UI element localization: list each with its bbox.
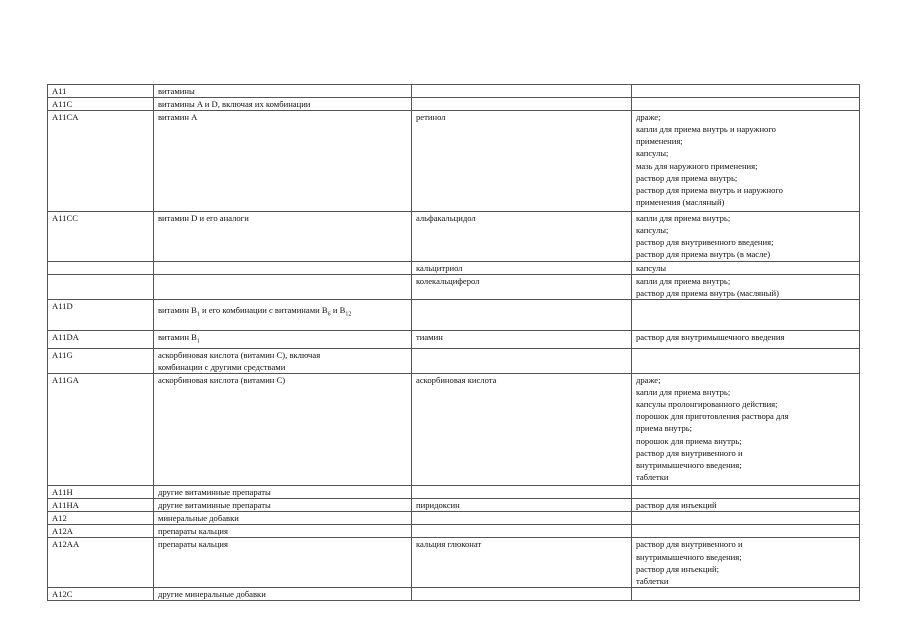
table-row <box>48 299 860 330</box>
forms-cell: капли для приема внутрь; капсулы; раствор для внутривенного введения; раствор для приема внутрь (в масле) <box>632 212 860 261</box>
substance-cell: колекальциферол <box>412 274 632 299</box>
vitamin-b12-symbol: $B_{12}$ <box>339 304 352 318</box>
forms-cell: капли для приема внутрь; раствор для приема внутрь (масляный) <box>632 274 860 299</box>
forms-cell <box>632 525 860 538</box>
forms-cell: раствор для внутривенного и внутримышечного введения; раствор для инъекций; таблетки <box>632 538 860 587</box>
group-cell: аскорбиновая кислота (витамин C) <box>154 374 412 486</box>
table-row <box>48 330 860 348</box>
substance-cell <box>412 486 632 499</box>
substance-cell <box>412 525 632 538</box>
substance-cell <box>412 512 632 525</box>
group-cell: витамин D и его аналоги <box>154 212 412 261</box>
group-cell: витамин A <box>154 111 412 212</box>
group-cell: другие витаминные препараты <box>154 486 412 499</box>
code-cell: A12 <box>48 512 154 525</box>
substance-cell: альфакальцидол <box>412 212 632 261</box>
group-cell: аскорбиновая кислота (витамин C), включая комбинации с другими средствами <box>154 348 412 373</box>
substance-cell: кальция глюконат <box>412 538 632 587</box>
table-row <box>48 348 860 373</box>
table-row <box>48 374 860 486</box>
code-cell: A11D <box>48 299 154 330</box>
substance-cell: тиамин <box>412 330 632 348</box>
code-cell: A11CC <box>48 212 154 261</box>
code-cell: A12C <box>48 587 154 600</box>
forms-cell <box>632 85 860 98</box>
forms-cell: раствор для внутримышечного введения <box>632 330 860 348</box>
forms-cell: капсулы <box>632 261 860 274</box>
table-row <box>48 212 860 261</box>
table-row <box>48 111 860 212</box>
table-row <box>48 261 860 274</box>
group-cell: препараты кальция <box>154 525 412 538</box>
vitamin-b1-symbol: $B_1$ <box>191 304 200 318</box>
code-cell: A11H <box>48 486 154 499</box>
table-row <box>48 85 860 98</box>
code-cell <box>48 274 154 299</box>
group-cell: другие витаминные препараты <box>154 499 412 512</box>
code-cell <box>48 261 154 274</box>
table-row <box>48 512 860 525</box>
substance-cell: кальцитриол <box>412 261 632 274</box>
group-cell: другие минеральные добавки <box>154 587 412 600</box>
table-row <box>48 274 860 299</box>
code-cell: A11C <box>48 98 154 111</box>
code-cell: A11HA <box>48 499 154 512</box>
forms-cell: драже; капли для приема внутрь; капсулы пролонгированного действия; порошок для приготовления раствора для приема внутрь; порошок для приема внутрь; раствор для внутривенного и внутримышечного введения; таблетки <box>632 374 860 486</box>
forms-cell <box>632 512 860 525</box>
code-cell: A11G <box>48 348 154 373</box>
group-cell: витамины <box>154 85 412 98</box>
table-row <box>48 98 860 111</box>
forms-cell <box>632 348 860 373</box>
substance-cell <box>412 98 632 111</box>
code-cell: A12A <box>48 525 154 538</box>
forms-cell <box>632 299 860 330</box>
group-cell <box>154 274 412 299</box>
forms-cell <box>632 587 860 600</box>
group-cell: витамины A и D, включая их комбинации <box>154 98 412 111</box>
substance-cell <box>412 348 632 373</box>
table-row <box>48 486 860 499</box>
vitamin-b1-symbol: $B_1$ <box>191 331 200 345</box>
forms-cell <box>632 98 860 111</box>
table-row <box>48 499 860 512</box>
drug-list-table <box>47 84 860 601</box>
table-row <box>48 538 860 587</box>
vitamin-b6-symbol: $B_6$ <box>321 304 331 318</box>
group-cell: препараты кальция <box>154 538 412 587</box>
substance-cell <box>412 587 632 600</box>
code-cell: A11CA <box>48 111 154 212</box>
substance-cell: ретинол <box>412 111 632 212</box>
group-cell: витамин $B_1$ и его комбинации с витаминами $B_6$ и $B_{12}$ <box>154 299 412 330</box>
substance-cell: пиридоксин <box>412 499 632 512</box>
forms-cell: раствор для инъекций <box>632 499 860 512</box>
table-row <box>48 525 860 538</box>
group-cell: витамин $B_1$ <box>154 330 412 348</box>
code-cell: A11GA <box>48 374 154 486</box>
forms-cell <box>632 486 860 499</box>
table-row <box>48 587 860 600</box>
forms-cell: драже; капли для приема внутрь и наружного применения; капсулы; мазь для наружного применения; раствор для приема внутрь; раствор для приема внутрь и наружного применения (масляный) <box>632 111 860 212</box>
group-cell <box>154 261 412 274</box>
code-cell: A12AA <box>48 538 154 587</box>
substance-cell: аскорбиновая кислота <box>412 374 632 486</box>
group-cell: минеральные добавки <box>154 512 412 525</box>
code-cell: A11DA <box>48 330 154 348</box>
code-cell: A11 <box>48 85 154 98</box>
substance-cell <box>412 85 632 98</box>
substance-cell <box>412 299 632 330</box>
